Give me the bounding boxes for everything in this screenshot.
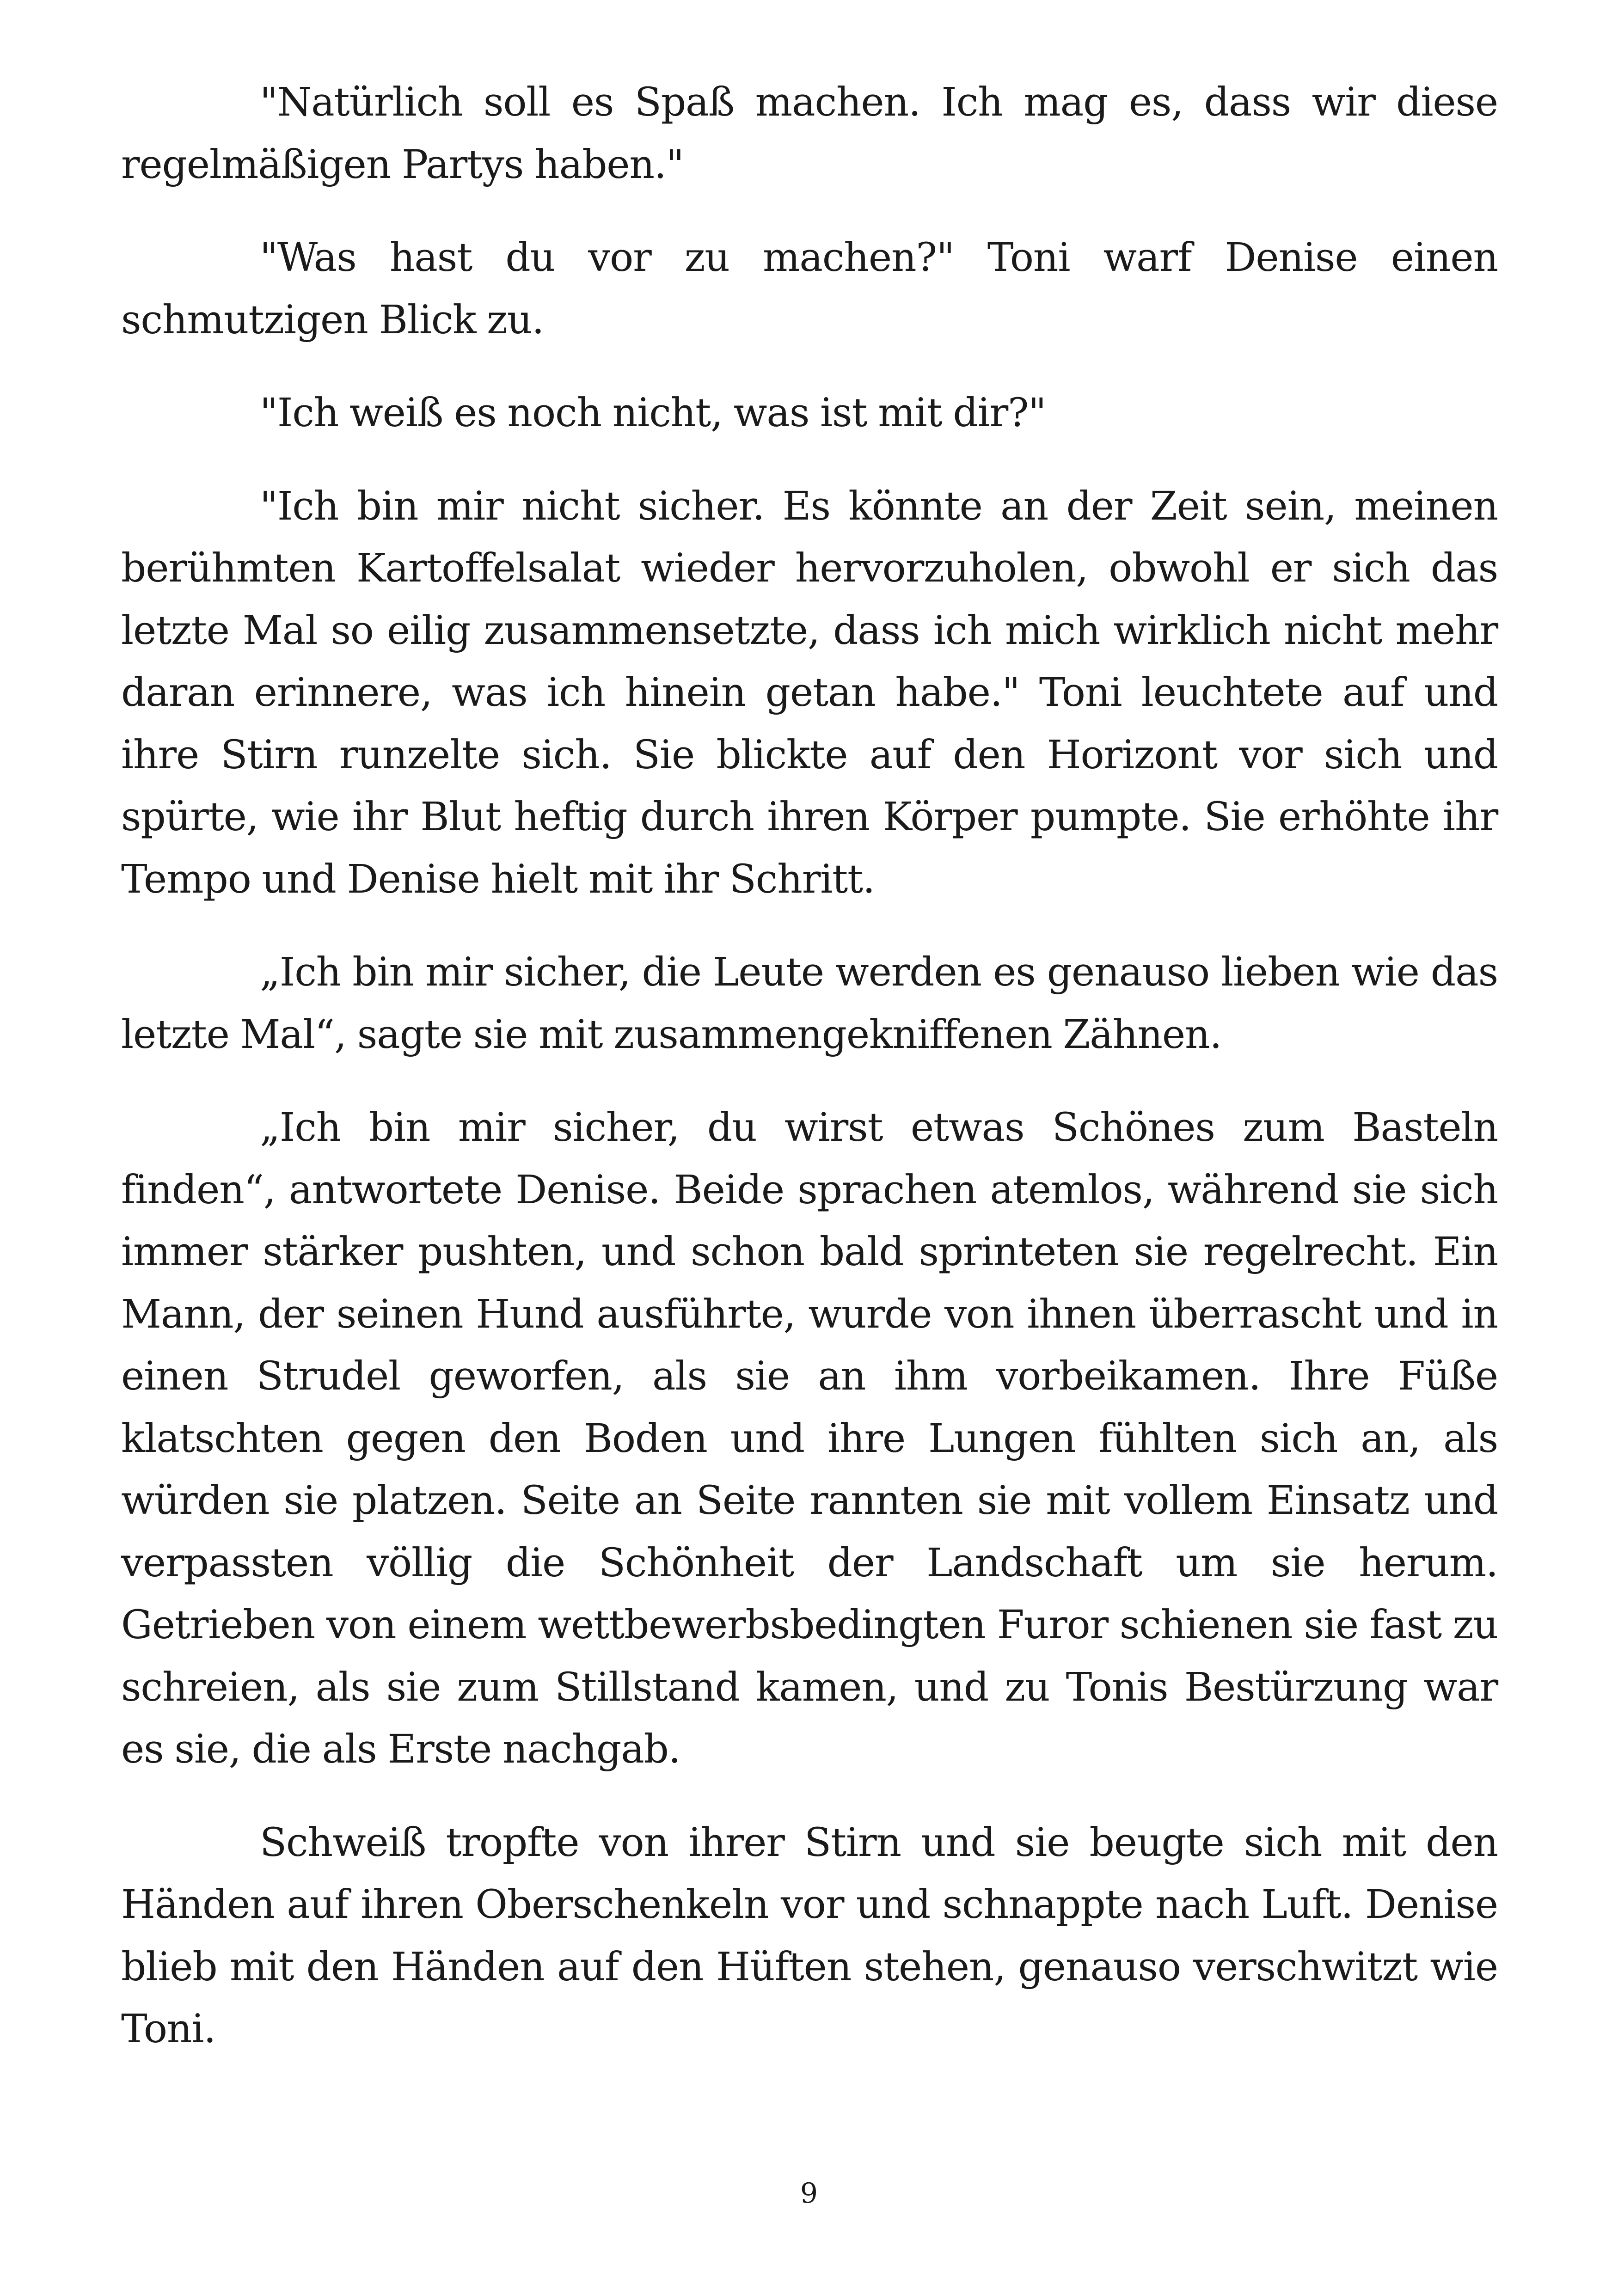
paragraph-7: Schweiß tropfte von ihrer Stirn und sie beugte sich mit den Händen auf ihren Oberschenkeln vor und schnappte nach Luft. Denise blieb mit den Händen auf den Hüften stehen, genauso verschwitzt wie Toni. xyxy=(121,1819,1498,2052)
body-text xyxy=(121,72,1498,2092)
paragraph-2: "Was hast du vor zu machen?" Toni warf Denise einen schmutzigen Blick zu. xyxy=(121,235,1498,343)
paragraph-5: „Ich bin mir sicher, die Leute werden es genauso lieben wie das letzte Mal“, sagte sie mit zusammengekniffenen Zähnen. xyxy=(121,949,1498,1058)
paragraph-1: "Natürlich soll es Spaß machen. Ich mag es, dass wir diese regelmäßigen Partys haben." xyxy=(121,80,1498,188)
page-number: 9 xyxy=(800,2177,818,2210)
paragraph-3: "Ich weiß es noch nicht, was ist mit dir?" xyxy=(260,390,1046,436)
paragraph-4: "Ich bin mir nicht sicher. Es könnte an der Zeit sein, meinen berühmten Kartoffelsalat wieder hervorzuholen, obwohl er sich das letzte Mal so eilig zusammensetzte, dass ich mich wirklich nicht mehr daran erinnere, was ich hinein getan habe." Toni leuchtete auf und ihre Stirn runzelte sich. Sie blickte auf den Horizont vor sich und spürte, wie ihr Blut heftig durch ihren Körper pumpte. Sie erhöhte ihr Tempo und Denise hielt mit ihr Schritt. xyxy=(121,483,1498,902)
paragraph-6: „Ich bin mir sicher, du wirst etwas Schönes zum Basteln finden“, antwortete Denise. Beide sprachen atemlos, während sie sich immer stärker pushten, und schon bald sprinteten sie regelrecht. Ein Mann, der seinen Hund ausführte, wurde von ihnen überrascht und in einen Strudel geworfen, als sie an ihm vorbeikamen. Ihre Füße klatschten gegen den Boden und ihre Lungen fühlten sich an, als würden sie platzen. Seite an Seite rannten sie mit vollem Einsatz und verpassten völlig die Schönheit der Landschaft um sie herum. Getrieben von einem wettbewerbsbedingten Furor schienen sie fast zu schreien, als sie zum Stillstand kamen, und zu Tonis Bestürzung war es sie, die als Erste nachgab. xyxy=(121,1105,1498,1772)
